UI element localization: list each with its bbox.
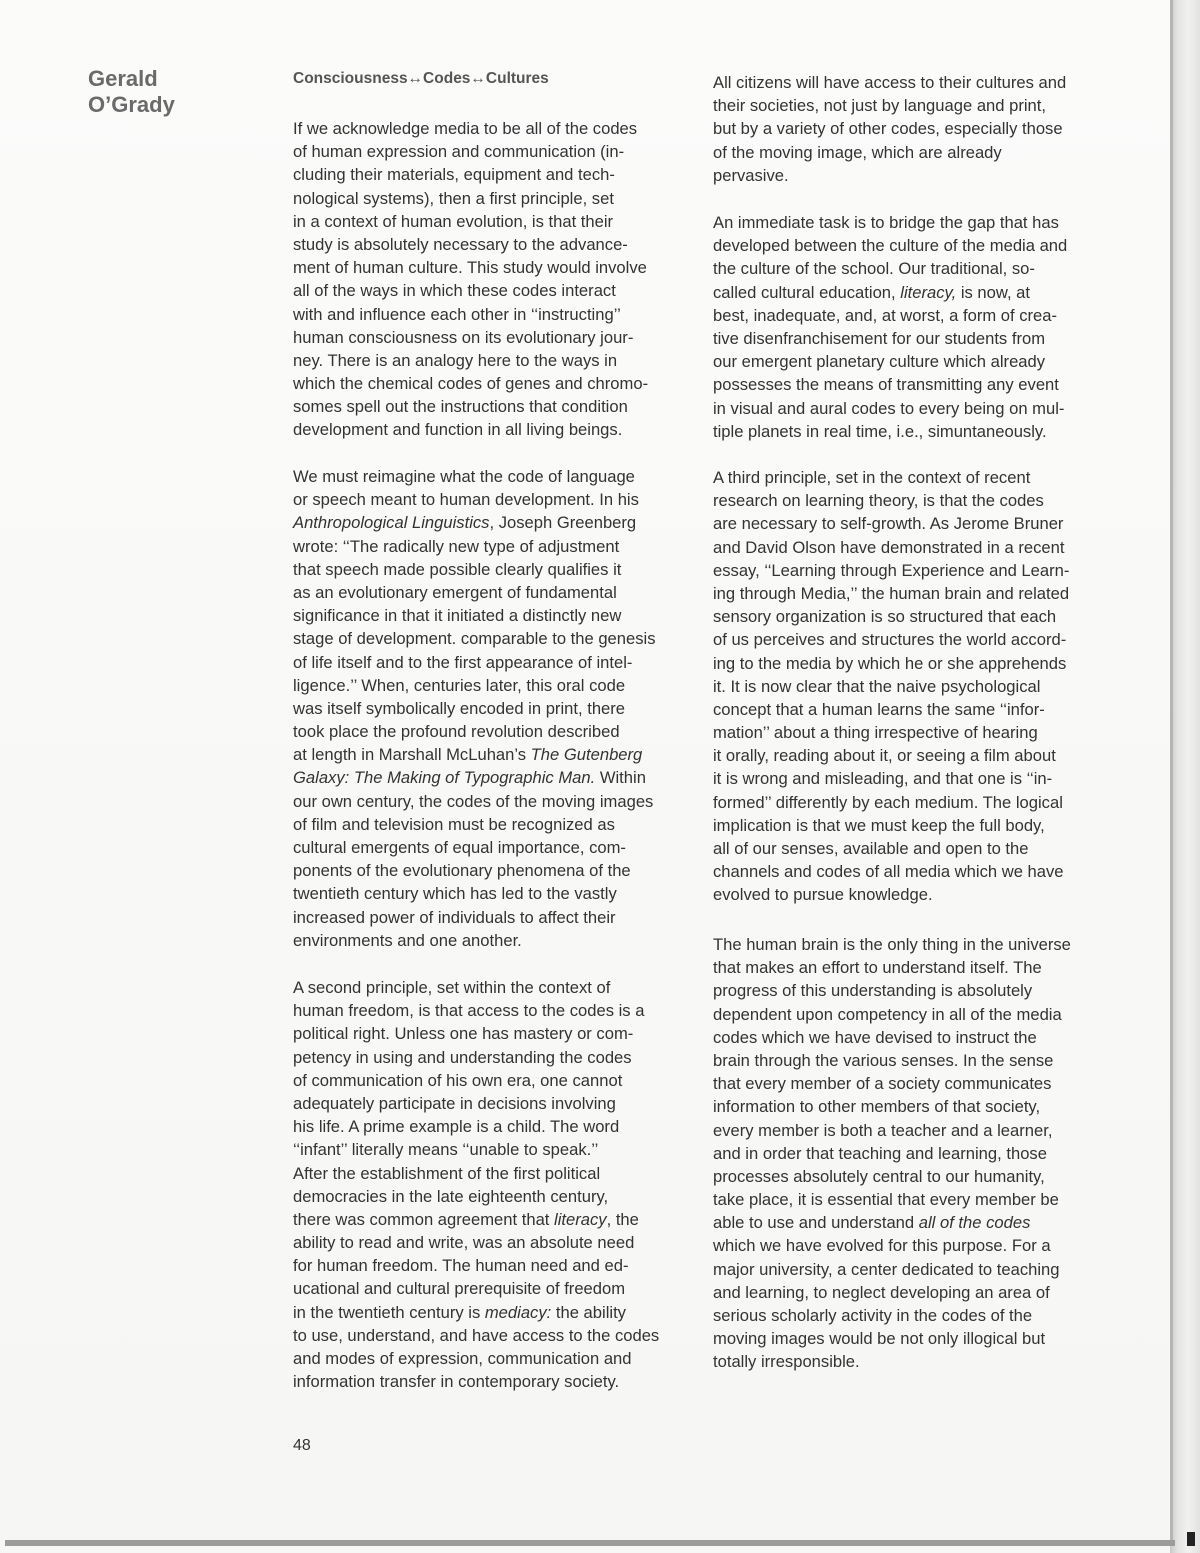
text-line: The human brain is the only thing in the universe: [713, 935, 1071, 954]
text-line: evolved to pursue knowledge.: [713, 885, 933, 905]
text-line: ing to the media by which he or she apprehends: [713, 653, 1067, 673]
text-line: codes which we have devised to instruct the: [713, 1027, 1037, 1047]
text-line: all of our senses, available and open to the: [713, 839, 1029, 858]
text-line: but by a variety of other codes, especially those: [713, 119, 1063, 139]
text-line: at length in Marshall McLuhan’s The Gutenberg: [293, 745, 643, 765]
text-line: our emergent planetary culture which already: [713, 352, 1046, 372]
text-line: processes absolutely central to our humanity,: [713, 1166, 1045, 1186]
text-line: moving images would be not only illogical but: [713, 1329, 1046, 1349]
text-line: human freedom, is that access to the codes is a: [293, 1001, 645, 1021]
text-line: A third principle, set in the context of recent: [713, 468, 1031, 487]
text-line: it orally, reading about it, or seeing a film about: [713, 746, 1056, 766]
text-line: which the chemical codes of genes and chromo-: [293, 374, 649, 394]
italic-title: mediacy:: [484, 1302, 552, 1322]
book-spine-shadow: [1170, 0, 1200, 1553]
author-first-name: Gerald: [88, 66, 158, 91]
italic-title: Anthropological Linguistics: [293, 513, 490, 533]
text-line: ligence.’’ When, centuries later, this oral code: [293, 675, 626, 695]
text-line: somes spell out the instructions that condition: [293, 397, 628, 417]
text-line: A second principle, set within the context of: [293, 978, 611, 997]
text-line: or speech meant to human development. In his: [293, 490, 639, 510]
paragraph: [713, 466, 1069, 907]
text-line: of the moving image, which are already: [713, 142, 1002, 162]
text-line: progress of this understanding is absolutely: [713, 981, 1033, 1001]
text-line: information to other members of that society,: [713, 1097, 1041, 1117]
text-line: wrote: ‘‘The radically new type of adjustment: [293, 536, 620, 556]
text-line: human consciousness on its evolutionary jour-: [293, 327, 634, 347]
text-line: We must reimagine what the code of language: [293, 467, 635, 486]
text-line: adequately participate in decisions involving: [293, 1093, 616, 1113]
text-line: every member is both a teacher and a learner,: [713, 1120, 1053, 1140]
paragraph: [713, 211, 1067, 443]
text-line: study is absolutely necessary to the advance-: [293, 234, 628, 254]
italic-title: Galaxy: The Making of Typographic Man.: [293, 768, 596, 788]
text-line: An immediate task is to bridge the gap that has: [713, 213, 1059, 232]
text-line: significance in that it initiated a distinctly new: [293, 606, 622, 626]
text-line: pervasive.: [713, 165, 789, 185]
text-line: formed’’ differently by each medium. The logical: [713, 792, 1063, 812]
text-line: petency in using and understanding the codes: [293, 1047, 632, 1067]
text-line: as an evolutionary emergent of fundamental: [293, 582, 617, 602]
text-line: it. It is now clear that the naive psychological: [713, 676, 1041, 696]
page-edge: [1170, 0, 1173, 1540]
text-line: essay, ‘‘Learning through Experience and Learn-: [713, 560, 1070, 580]
text-line: of us perceives and structures the world accord-: [713, 630, 1067, 650]
text-line: tiple planets in real time, i.e., simuntaneously.: [713, 421, 1047, 441]
author-last-name: O’Grady: [88, 92, 175, 117]
text-line: ucational and cultural prerequisite of freedom: [293, 1279, 626, 1299]
text-line: implication is that we must keep the full body,: [713, 815, 1045, 835]
text-line: there was common agreement that literacy, the: [293, 1209, 639, 1229]
text-line: ‘‘infant’’ literally means ‘‘unable to speak.’’: [293, 1140, 599, 1160]
text-line: ponents of the evolutionary phenomena of the: [293, 861, 631, 881]
text-line: brain through the various senses. In the sense: [713, 1050, 1054, 1070]
text-line: environments and one another.: [293, 930, 522, 950]
text-line: and David Olson have demonstrated in a recent: [713, 537, 1065, 557]
text-line: increased power of individuals to affect their: [293, 907, 616, 927]
italic-title: literacy: [554, 1209, 607, 1229]
text-line: Anthropological Linguistics, Joseph Greenberg: [293, 513, 637, 533]
page-bottom-edge: [5, 1540, 1175, 1546]
text-line: of life itself and to the first appearance of intel-: [293, 652, 633, 672]
text-line: cultural emergents of equal importance, com-: [293, 838, 626, 857]
text-line: that speech made possible clearly qualifies it: [293, 559, 622, 579]
text-line: our own century, the codes of the moving images: [293, 791, 654, 811]
text-line: which we have evolved for this purpose. For a: [713, 1236, 1051, 1256]
text-line: the culture of the school. Our traditional, so-: [713, 259, 1035, 279]
paragraph: [293, 976, 659, 1393]
text-line: ney. There is an analogy here to the ways in: [293, 350, 618, 370]
text-line: and learning, to neglect developing an area of: [713, 1282, 1050, 1302]
text-line: twentieth century which has led to the vastly: [293, 884, 617, 904]
text-line: stage of development. comparable to the genesis: [293, 629, 656, 649]
text-line: channels and codes of all media which we have: [713, 862, 1064, 882]
text-line: that makes an effort to understand itself. The: [713, 958, 1042, 978]
author-name: [88, 66, 175, 118]
text-line: research on learning theory, is that the codes: [713, 491, 1044, 511]
text-line: in the twentieth century is mediacy: the ability: [293, 1302, 626, 1322]
paragraph: [293, 117, 648, 442]
text-line: totally irresponsible.: [713, 1352, 860, 1372]
text-line: it is wrong and misleading, and that one is ‘‘in-: [713, 769, 1053, 789]
text-line: political right. Unless one has mastery or com-: [293, 1024, 634, 1044]
paragraph: [293, 465, 656, 952]
text-line: took place the profound revolution described: [293, 722, 620, 742]
text-line: developed between the culture of the media and: [713, 236, 1068, 256]
text-line: All citizens will have access to their cultures and: [713, 73, 1067, 92]
italic-title: The Gutenberg: [530, 745, 643, 765]
text-line: best, inadequate, and, at worst, a form of crea-: [713, 305, 1058, 325]
text-line: dependent upon competency in all of the media: [713, 1004, 1062, 1024]
text-line: with and influence each other in ‘‘instructing’’: [293, 304, 621, 324]
text-line: development and function in all living beings.: [293, 420, 623, 440]
italic-title: all of the codes: [918, 1213, 1031, 1233]
text-line: If we acknowledge media to be all of the codes: [293, 119, 638, 138]
text-line: concept that a human learns the same ‘‘infor-: [713, 699, 1045, 719]
text-line: mation’’ about a thing irrespective of hearing: [713, 723, 1038, 743]
text-line: in a context of human evolution, is that their: [293, 211, 614, 231]
paragraph: [713, 933, 1071, 1374]
article-heading: Consciousness↔Codes↔Cultures: [293, 70, 549, 87]
text-line: in visual and aural codes to every being on mul-: [713, 398, 1065, 418]
text-line: and in order that teaching and learning, those: [713, 1143, 1047, 1163]
text-line: his life. A prime example is a child. The word: [293, 1117, 620, 1137]
scan-corner-mark: [1187, 1532, 1195, 1546]
text-line: called cultural education, literacy, is now, at: [713, 282, 1031, 302]
text-line: are necessary to self-growth. As Jerome Bruner: [713, 514, 1064, 534]
text-line: of communication of his own era, one cannot: [293, 1070, 623, 1090]
text-line: ment of human culture. This study would involve: [293, 258, 647, 278]
italic-title: literacy,: [900, 282, 957, 302]
text-line: all of the ways in which these codes interact: [293, 281, 616, 301]
text-line: to use, understand, and have access to the codes: [293, 1325, 660, 1345]
text-line: nological systems), then a first principle, set: [293, 188, 614, 208]
text-line: their societies, not just by language and print,: [713, 96, 1047, 116]
text-line: ing through Media,’’ the human brain and related: [713, 583, 1070, 603]
text-line: major university, a center dedicated to teaching: [713, 1259, 1060, 1279]
text-line: tive disenfranchisement for our students from: [713, 328, 1046, 348]
text-line: of film and television must be recognized as: [293, 814, 615, 834]
text-line: democracies in the late eighteenth century,: [293, 1186, 609, 1206]
text-line: was itself symbolically encoded in print, there: [293, 698, 626, 718]
text-line: of human expression and communication (in-: [293, 142, 625, 162]
text-line: Galaxy: The Making of Typographic Man. Within: [293, 768, 646, 788]
paragraph: [713, 71, 1066, 187]
text-line: and modes of expression, communication and: [293, 1349, 632, 1368]
text-line: cluding their materials, equipment and tech-: [293, 165, 615, 185]
text-line: possesses the means of transmitting any event: [713, 375, 1059, 395]
text-line: that every member of a society communicates: [713, 1074, 1052, 1094]
text-line: information transfer in contemporary society.: [293, 1372, 620, 1392]
text-line: for human freedom. The human need and ed-: [293, 1256, 629, 1276]
page-number: 48: [293, 1437, 311, 1454]
text-line: After the establishment of the first political: [293, 1163, 601, 1183]
text-line: able to use and understand all of the codes: [713, 1213, 1031, 1233]
text-line: take place, it is essential that every member be: [713, 1190, 1059, 1210]
text-line: sensory organization is so structured that each: [713, 607, 1057, 627]
text-line: ability to read and write, was an absolute need: [293, 1233, 635, 1253]
text-line: serious scholarly activity in the codes of the: [713, 1306, 1033, 1325]
